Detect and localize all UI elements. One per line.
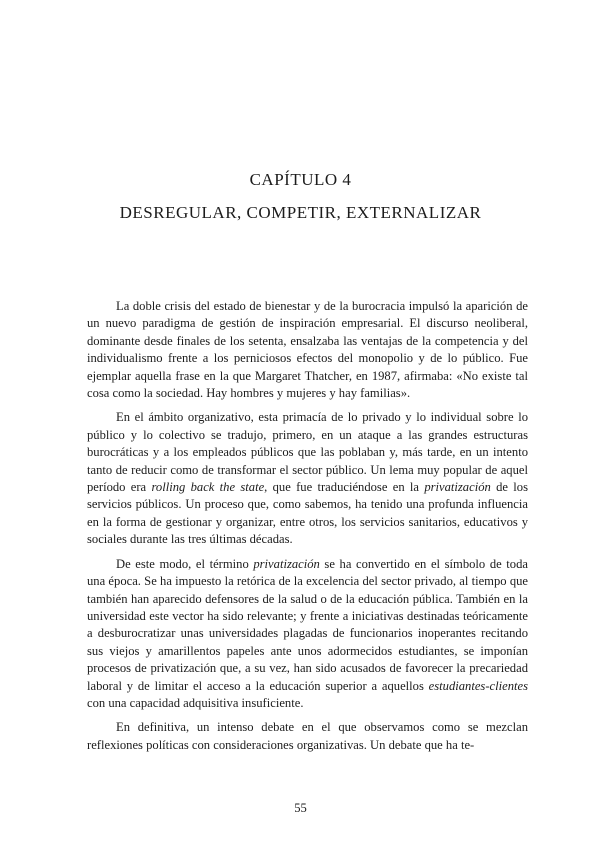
chapter-number: CAPÍTULO 4 <box>249 170 352 189</box>
paragraph <box>87 719 528 754</box>
paragraph-text: En el ámbito organizativo, esta primacía de lo privado y lo individual sobre lo público y lo colectivo se tradujo, primero, en un ataque a las grandes estructuras burocráticas y a los empleados públicos que las poblaban y, más tarde, en un intento tanto de reducir como de transformar el sector público. Un lema muy popular de aquel período era <box>87 410 528 495</box>
italic-phrase: estudiantes-clientes <box>428 678 528 693</box>
body-text <box>87 298 528 761</box>
paragraph-text: De este modo, el término <box>116 556 254 571</box>
paragraph-text: de los servicios públicos. Un proceso que, como sabemos, ha tenido una profunda influencia en la forma de gestionar y organizar, entre otros, los servicios sanitarios, educativos y sociales durante las tres últimas décadas. <box>87 480 528 547</box>
chapter-title: DESREGULAR, COMPETIR, EXTERNALIZAR <box>119 203 482 222</box>
paragraph <box>87 556 528 713</box>
italic-phrase: rolling back the state <box>151 480 265 495</box>
paragraph-text: La doble crisis del estado de bienestar y de la burocracia impulsó la aparición de un nuevo paradigma de gestión de inspiración empresarial. El discurso neoliberal, dominante desde finales de los setenta, ensalzaba las ventajas de la competencia y del individualismo frente a los perniciosos efectos del monopolio y de lo público. Fue ejemplar aquella frase en la que Margaret Thatcher, en 1987, afirmaba: «No existe tal cosa como la sociedad. Hay hombres y mujeres y hay familias». <box>87 299 528 401</box>
paragraph-text: , que fue traduciéndose en la <box>264 480 425 495</box>
paragraph-text: En definitiva, un intenso debate en el que observamos como se mezclan reflexiones políticas con consideraciones organizativas. Un debate que ha te- <box>87 720 528 752</box>
paragraph-text: con una capacidad adquisitiva insuficiente. <box>87 695 304 710</box>
italic-phrase: privatización <box>253 556 320 571</box>
paragraph <box>87 409 528 548</box>
paragraph-text: se ha convertido en el símbolo de toda una época. Se ha impuesto la retórica de la excelencia del sector privado, al tiempo que también han aparecido defensores de la salud o de la educación pública. También en la universidad este vector ha sido relevante; y frente a iniciativas destinadas teóricamente a desburocratizar unas universidades plagadas de funcionarios inoperantes recitando sus viejos y amarillentos papeles ante unos adormecidos estudiantes, se imponían procesos de privatización que, a su vez, han sido acusados de favorecer la precariedad laboral y de limitar el acceso a la educación superior a aquellos <box>87 556 528 693</box>
paragraph <box>87 298 528 402</box>
page-number: 55 <box>294 801 307 815</box>
italic-phrase: privatización <box>424 480 491 495</box>
